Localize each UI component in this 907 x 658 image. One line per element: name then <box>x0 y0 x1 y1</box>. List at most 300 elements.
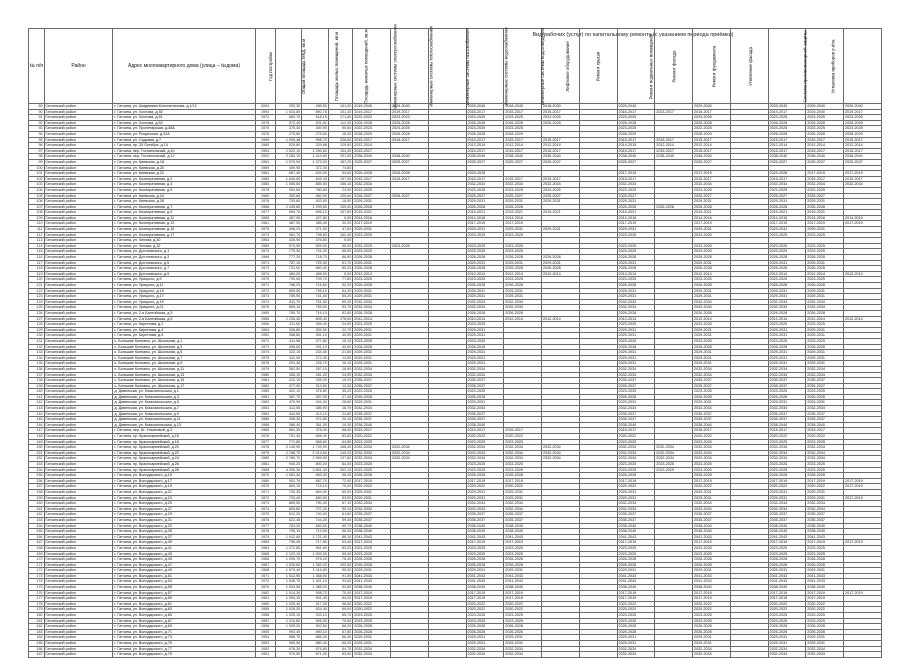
year-built-cell: 1981 <box>255 394 275 400</box>
basement-period-cell: 2016-2017 <box>617 109 655 115</box>
living-area-cell: 790,40 <box>302 501 329 507</box>
sewer-period-cell: 2012-2014 <box>504 143 542 149</box>
sewer-period-cell: 2035-2037 <box>504 517 542 523</box>
metering-period-cell: 2026-2028 <box>806 120 844 126</box>
address-cell: г. Гатчина, ул. Кооперативная, д.7 <box>113 204 255 210</box>
living-area-cell: 335,00 <box>302 378 329 384</box>
living-area-cell: 668,60 <box>302 439 329 445</box>
living-area-cell: 908,70 <box>302 590 329 596</box>
work-types-caption: Вид рабочих (услуг) по капитальному ремонту (с указанием периода приёмки) <box>532 32 734 38</box>
basement-period-cell: 2014-2015 <box>617 143 655 149</box>
row-number: 139 <box>29 383 45 389</box>
basement-period-cell: 2015-2017 <box>617 148 655 154</box>
basement-period-cell: 2032-2034 <box>617 299 655 305</box>
metering-period-cell: 2032-2034 <box>806 652 844 658</box>
metering-period-cell: 2015-2017 <box>806 137 844 143</box>
total-area-cell: 795,10 <box>275 529 302 535</box>
metering-period-cell: 2035-2037 <box>806 411 844 417</box>
fire-protection-period-cell: 2029-2031 <box>768 260 806 266</box>
sewer-period-cell: 2029-2031 <box>504 635 542 641</box>
row-number: 156 <box>29 478 45 484</box>
basement-period-cell: 2026-2028 <box>617 562 655 568</box>
water-period-cell: 2026-2028 <box>466 394 504 400</box>
address-cell: г. Гатчина, ул. Хохлова, д.52 <box>113 120 255 126</box>
heating-period-cell: 2032-2034 <box>391 450 429 456</box>
year-built-cell: 1961 <box>255 221 275 227</box>
metering-period-cell: 2038-2040 <box>806 422 844 428</box>
basement-period-cell: 2026-2028 <box>617 629 655 635</box>
capital-repair-table <box>28 23 882 658</box>
sewer-period-cell: 2023-2025 <box>504 277 542 283</box>
fire-protection-period-cell: 2038-2040 <box>768 422 806 428</box>
metering-period-cell: 2032-2034 <box>806 366 844 372</box>
basement-period-cell: 2020-2022 <box>617 601 655 607</box>
basement-period-cell: 2029-2031 <box>617 568 655 574</box>
metering-period-cell: 2032-2034 <box>806 445 844 451</box>
facade-period-cell: 2032-2034 <box>655 450 693 456</box>
nonliving-area-cell: 66,50 <box>328 249 352 255</box>
district-cell: Гатчинский район <box>44 176 113 182</box>
basement-period-cell: 2032-2034 <box>617 305 655 311</box>
electric-period-cell: 2029-2031 <box>353 635 391 641</box>
facade-period-cell: 2012-2014 <box>655 143 693 149</box>
basement-period-cell: 2023-2025 <box>617 545 655 551</box>
year-built-cell: 1954 <box>255 327 275 333</box>
row-number: 120 <box>29 277 45 283</box>
living-area-cell: 800,20 <box>302 462 329 468</box>
foundation-period-cell: 2012-2014 <box>693 143 731 149</box>
row-number: 135 <box>29 361 45 367</box>
basement-period-cell: 2012-2014 <box>617 271 655 277</box>
total-area-cell: 2 280,10 <box>275 154 302 160</box>
electric-period-cell: 2035-2037 <box>353 383 391 389</box>
electric-period-cell: 2035-2037 <box>353 411 391 417</box>
fire-protection-period-cell: 2032-2034 <box>768 406 806 412</box>
row-number: 186 <box>29 646 45 652</box>
district-cell: Гатчинский район <box>44 517 113 523</box>
sewer-period-cell: 2032-2034 <box>504 299 542 305</box>
foundation-period-cell: 2035-2037 <box>693 417 731 423</box>
address-cell: г. Гатчина, ул. Володарского, д.67 <box>113 618 255 624</box>
water-period-cell: 2023-2025 <box>466 462 504 468</box>
elevator-period-cell: 2038-2040 <box>542 154 580 160</box>
fire-protection-period-cell: 2038-2040 <box>768 529 806 535</box>
nonliving-area-cell: 68,50 <box>328 601 352 607</box>
fire-protection-period-cell: 2023-2025 <box>768 551 806 557</box>
total-area-cell: 358,80 <box>275 333 302 339</box>
year-built-cell: 1954 <box>255 635 275 641</box>
heating-period-cell: 2038-2040 <box>391 154 429 160</box>
column-header-label: Лифтовое оборудование <box>564 40 570 92</box>
living-area-cell: 378,40 <box>302 428 329 434</box>
district-cell: Гатчинский район <box>44 478 113 484</box>
district-cell: Гатчинский район <box>44 182 113 188</box>
foundation-period-cell: 2038-2040 <box>693 422 731 428</box>
sewer-period-cell: 2015-2017 <box>504 176 542 182</box>
fire-protection-period-cell: 2029-2031 <box>768 400 806 406</box>
address-cell: г. Гатчина, ул. Урицкого, д.11 <box>113 283 255 289</box>
heating-period-cell: 2023-2023 <box>391 115 429 121</box>
nonliving-area-cell: 67,80 <box>328 629 352 635</box>
basement-period-cell: 2029-2031 <box>617 333 655 339</box>
metering-period-cell: 2032-2034 <box>806 372 844 378</box>
year-built-cell: 1971 <box>255 260 275 266</box>
fire-protection-period-cell: 2023-2025 <box>768 243 806 249</box>
year-built-cell: 1965 <box>255 215 275 221</box>
district-cell: Гатчинский район <box>44 613 113 619</box>
year-built-cell: 1979 <box>255 366 275 372</box>
basement-period-cell: 2012-2014 <box>617 316 655 322</box>
fire-protection-period-cell: 2023-2025 <box>768 618 806 624</box>
row-number: 171 <box>29 562 45 568</box>
living-area-cell: 444,30 <box>302 400 329 406</box>
electric-period-cell: 2026-2028 <box>353 204 391 210</box>
address-cell: г. Гатчина, ул. Академика Константинова, д.1/12 <box>113 104 255 110</box>
electric-period-cell: 2017-2019 <box>353 596 391 602</box>
total-area-cell: 398,30 <box>275 417 302 423</box>
nonliving-area-cell: 27,40 <box>328 394 352 400</box>
heating-period-cell: 2015-2017 <box>391 137 429 143</box>
address-cell: г. Гатчина, ул. Володарского, д.57 <box>113 590 255 596</box>
nonliving-area-cell: 16,10 <box>328 361 352 367</box>
row-number: 125 <box>29 305 45 311</box>
column-header-13 <box>579 29 617 104</box>
address-cell: г. Гатчина, ул. Володарского, д.49 <box>113 568 255 574</box>
fire-protection-period-cell: 2026-2028 <box>768 255 806 261</box>
address-cell: г. Гатчина, ул. Достоевского, д.3 <box>113 255 255 261</box>
total-area-cell: 1 548,70 <box>275 579 302 585</box>
electric-period-cell: 2029-2031 <box>353 355 391 361</box>
column-header-1 <box>44 29 113 104</box>
foundation-period-cell: 2026-2028 <box>693 266 731 272</box>
address-cell: г. Гатчина, ул. Володарского, д.59 <box>113 596 255 602</box>
nonliving-area-cell: 24,80 <box>328 411 352 417</box>
year-built-cell: 1968 <box>255 255 275 261</box>
row-number: 187 <box>29 652 45 658</box>
metering-period-cell: 2023-2025 <box>806 322 844 328</box>
nonliving-area-cell: 16,30 <box>328 131 352 137</box>
sewer-period-cell: 2041-2043 <box>504 534 542 540</box>
column-header-6 <box>328 28 369 104</box>
electric-period-cell: 2029-2031 <box>353 489 391 495</box>
total-area-cell: 411,58 <box>275 338 302 344</box>
metering-period-cell: 2032-2034 <box>806 182 844 188</box>
metering-period-cell: 2023-2025 <box>806 126 844 132</box>
electric-period-cell: 2026-2027 <box>353 193 391 199</box>
year-built-cell: 1975 <box>255 355 275 361</box>
water-period-cell: 2032-2034 <box>466 182 504 188</box>
metering-period-cell: 2020-2022 <box>806 434 844 440</box>
sewer-period-cell: 2026-2028 <box>504 562 542 568</box>
living-area-cell: 386,90 <box>302 406 329 412</box>
metering-period-cell: 2035-2037 <box>806 378 844 384</box>
basement-period-cell: 2026-2028 <box>617 266 655 272</box>
water-period-cell: 2023-2025 <box>466 249 504 255</box>
elevator-period-cell: 2032-2034 <box>542 456 580 462</box>
nonliving-area-cell: 0,00 <box>328 238 352 244</box>
nonliving-area-cell: 88,10 <box>328 534 352 540</box>
water-period-cell: 2012-2014 <box>466 271 504 277</box>
district-cell: Гатчинский район <box>44 456 113 462</box>
living-area-cell: 660,40 <box>302 266 329 272</box>
sewer-period-cell: 2029-2031 <box>504 495 542 501</box>
nonliving-area-cell: 67,10 <box>328 501 352 507</box>
year-built-cell: 1951 <box>255 652 275 658</box>
living-area-cell: 281,10 <box>302 333 329 339</box>
year-built-cell: 1958 <box>255 613 275 619</box>
year-built-cell: 1966 <box>255 204 275 210</box>
living-area-cell: 880,40 <box>302 641 329 647</box>
sewer-period-cell: 2032-2034 <box>504 646 542 652</box>
basement-period-cell: 2026-2028 <box>617 394 655 400</box>
year-built-cell: 1970 <box>255 585 275 591</box>
electric-period-cell: 2023-2025 <box>353 467 391 473</box>
total-area-cell: 1 090,70 <box>275 557 302 563</box>
address-cell: г. Гатчина, ул. Киргетова, д.4 <box>113 327 255 333</box>
living-area-cell: 1 003,30 <box>302 551 329 557</box>
nonliving-area-cell: 139,40 <box>328 204 352 210</box>
electric-period-cell: 2017-2019 <box>353 590 391 596</box>
foundation-period-cell: 2032-2034 <box>693 456 731 462</box>
address-cell: г. Гатчина, ул. Володарского, д.69 <box>113 624 255 630</box>
column-header-11 <box>504 27 546 105</box>
foundation-period-cell: 2026-2028 <box>693 473 731 479</box>
row-number: 176 <box>29 590 45 596</box>
address-cell: г. Гатчина, ул. Володарского, д.33 <box>113 523 255 529</box>
elevator-period-cell: 2032-2034 <box>542 445 580 451</box>
water-period-cell: 2023-2025 <box>466 439 504 445</box>
living-area-cell: 725,30 <box>302 260 329 266</box>
foundation-period-cell: 2035-2037 <box>693 411 731 417</box>
document-sheet <box>28 23 882 657</box>
nonliving-area-cell: 58,40 <box>328 473 352 479</box>
total-area-cell: 409,90 <box>275 165 302 171</box>
basement-period-cell: 2032-2034 <box>617 445 655 451</box>
water-period-cell: 2026-2028 <box>466 344 504 350</box>
total-area-cell: 1 014,30 <box>275 590 302 596</box>
district-cell: Гатчинский район <box>44 210 113 216</box>
water-period-cell: 2023-2025 <box>466 551 504 557</box>
foundation-period-cell: 2029-2031 <box>693 227 731 233</box>
basement-period-cell: 2032-2034 <box>617 506 655 512</box>
year-built-cell: 1964 <box>255 545 275 551</box>
sewer-period-cell: 2020-2022 <box>504 434 542 440</box>
sewer-period-cell: 2026-2028 <box>504 629 542 635</box>
metering-period-cell: 2014-2016 <box>806 215 844 221</box>
total-area-cell: 859,70 <box>275 210 302 216</box>
row-number: 100 <box>29 165 45 171</box>
fire-protection-period-cell: 2032-2034 <box>768 182 806 188</box>
row-number: 113 <box>29 238 45 244</box>
living-area-cell: 741,40 <box>302 294 329 300</box>
fire-protection-period-cell: 2032-2034 <box>768 506 806 512</box>
basement-period-cell: 2041-2043 <box>617 579 655 585</box>
living-area-cell: 744,20 <box>302 517 329 523</box>
heating-period-cell: 2023-2025 <box>391 243 429 249</box>
basement-period-cell: 2029-2031 <box>617 260 655 266</box>
water-period-cell: 2035-2037 <box>466 517 504 523</box>
district-cell: Гатчинский район <box>44 590 113 596</box>
basement-period-cell: 2029-2031 <box>617 327 655 333</box>
fire-protection-period-cell: 2019-2021 <box>768 210 806 216</box>
living-area-cell: 755,00 <box>302 305 329 311</box>
extra-period-cell: 2012-2014 <box>844 143 882 149</box>
nonliving-area-cell: 101,00 <box>328 104 352 110</box>
total-area-cell: 1 000,10 <box>275 596 302 602</box>
basement-period-cell: 2015-2017 <box>617 137 655 143</box>
extra-period-cell: 2012-2014 <box>844 271 882 277</box>
sewer-period-cell: 2029-2031 <box>504 641 542 647</box>
year-built-cell: 1958 <box>255 467 275 473</box>
district-cell: Гатчинский район <box>44 484 113 490</box>
basement-period-cell: 2023-2025 <box>617 551 655 557</box>
district-cell: Гатчинский район <box>44 288 113 294</box>
year-built-cell: 1976 <box>255 434 275 440</box>
facade-period-cell: 2032-2034 <box>655 445 693 451</box>
foundation-period-cell: 2023-2025 <box>693 613 731 619</box>
metering-period-cell: 2029-2031 <box>806 641 844 647</box>
living-area-cell: 1 419,80 <box>302 154 329 160</box>
water-period-cell: 2029-2031 <box>466 288 504 294</box>
fire-protection-period-cell: 2017-2019 <box>768 590 806 596</box>
sewer-period-cell: 2026-2028 <box>504 557 542 563</box>
living-area-cell: 361,00 <box>302 422 329 428</box>
metering-period-cell: 2023-2025 <box>806 439 844 445</box>
district-cell: Гатчинский район <box>44 406 113 412</box>
metering-period-cell: 2041-2043 <box>806 573 844 579</box>
address-cell: г. Гатчина, ул. Киевская, д.24 <box>113 193 255 199</box>
total-area-cell: 763,20 <box>275 523 302 529</box>
row-number: 184 <box>29 635 45 641</box>
water-period-cell: 2026-2028 <box>466 266 504 272</box>
metering-period-cell: 2017-2019 <box>806 540 844 546</box>
basement-period-cell: 2017-2019 <box>617 171 655 177</box>
water-period-cell: 2026-2028 <box>466 204 504 210</box>
water-period-cell: 2041-2043 <box>466 534 504 540</box>
row-number: 151 <box>29 450 45 456</box>
electric-period-cell: 2019-2040 <box>353 104 391 110</box>
address-cell: г. Гатчина, ул. Володарского, д.39 <box>113 540 255 546</box>
basement-period-cell: 2026-2028 <box>617 310 655 316</box>
living-area-cell: 901,40 <box>302 596 329 602</box>
row-number: 90 <box>29 109 45 115</box>
year-built-cell: 1977 <box>255 523 275 529</box>
water-period-cell: 2032-2034 <box>466 450 504 456</box>
basement-period-cell: 2029-2031 <box>617 495 655 501</box>
foundation-period-cell: 2023-2025 <box>693 462 731 468</box>
electric-period-cell: 2019-2021 <box>353 210 391 216</box>
living-area-cell: 886,30 <box>302 635 329 641</box>
foundation-period-cell: 2012-2014 <box>693 316 731 322</box>
basement-period-cell: 2028-2029 <box>617 131 655 137</box>
foundation-period-cell: 2025-2027 <box>693 193 731 199</box>
row-number: 137 <box>29 372 45 378</box>
foundation-period-cell: 2029-2031 <box>693 294 731 300</box>
electric-period-cell: 2023-2025 <box>353 439 391 445</box>
water-period-cell: 2032-2034 <box>466 501 504 507</box>
foundation-period-cell: 2029-2031 <box>693 361 731 367</box>
district-cell: Гатчинский район <box>44 512 113 518</box>
extra-period-cell: 2023-2025 <box>844 126 882 132</box>
address-cell: г. Гатчина, ул. Урицкого, д.21 <box>113 305 255 311</box>
row-number: 145 <box>29 417 45 423</box>
address-cell: г. Гатчина, ул. Володарского, д.53 <box>113 579 255 585</box>
nonliving-area-cell: 0,00 <box>328 271 352 277</box>
living-area-cell: 713,90 <box>302 529 329 535</box>
foundation-period-cell: 2026-2028 <box>693 120 731 126</box>
water-period-cell: 2023-2025 <box>466 467 504 473</box>
row-number: 128 <box>29 322 45 328</box>
elevator-period-cell: 2023-2025 <box>542 115 580 121</box>
nonliving-area-cell: 40,50 <box>328 333 352 339</box>
address-cell: г. Гатчина, ул. Кооперативная, д.11 <box>113 215 255 221</box>
row-number: 118 <box>29 266 45 272</box>
electric-period-cell: 2023-2025 <box>353 187 391 193</box>
water-period-cell: 2029-2031 <box>466 333 504 339</box>
column-header-16 <box>693 29 731 104</box>
nonliving-area-cell: 197,50 <box>328 176 352 182</box>
electric-period-cell: 2017-2019 <box>353 540 391 546</box>
roof-period-cell <box>579 652 617 658</box>
address-cell: г. Гатчина, ул. Пролетарская, д.36А <box>113 126 255 132</box>
row-number: 127 <box>29 316 45 322</box>
nonliving-area-cell: 154,30 <box>328 148 352 154</box>
fire-protection-period-cell: 2029-2031 <box>768 333 806 339</box>
year-built-cell: 1981 <box>255 378 275 384</box>
column-header-label: Год постройки <box>267 51 273 81</box>
total-area-cell: 790,00 <box>275 277 302 283</box>
year-built-cell: 1973 <box>255 294 275 300</box>
year-built-cell: 1980 <box>255 456 275 462</box>
nonliving-area-cell: 65,20 <box>328 294 352 300</box>
total-area-cell: 777,20 <box>275 255 302 261</box>
row-number: 185 <box>29 641 45 647</box>
address-cell: г. Гатчина, ул. Володарского, д.55 <box>113 585 255 591</box>
basement-period-cell: 2017-2019 <box>617 221 655 227</box>
heating-period-cell: 2026-2028 <box>391 171 429 177</box>
year-built-cell: 1965 <box>255 551 275 557</box>
row-number: 157 <box>29 484 45 490</box>
district-cell: Гатчинский район <box>44 305 113 311</box>
basement-period-cell: 2023-2025 <box>617 249 655 255</box>
nonliving-area-cell: 83,20 <box>328 545 352 551</box>
electric-period-cell: 2015-2017 <box>353 148 391 154</box>
nonliving-area-cell: 72,90 <box>328 478 352 484</box>
sewer-period-cell: 2023-2025 <box>504 249 542 255</box>
water-period-cell: 2032-2034 <box>466 372 504 378</box>
total-area-cell: 520,80 <box>275 143 302 149</box>
total-area-cell: 992,80 <box>275 187 302 193</box>
electric-period-cell: 2020-2022 <box>353 484 391 490</box>
fire-protection-period-cell: 2020-2022 <box>768 484 806 490</box>
address-cell: д. Дивенская, ул. Комсомольская, д.13 <box>113 422 255 428</box>
foundation-period-cell: 2015-2017 <box>693 137 731 143</box>
sewer-period-cell: 2020-2022 <box>504 607 542 613</box>
water-period-cell: 2020-2022 <box>466 434 504 440</box>
address-cell: г. Гатчина, ул. Володарского, д.65 <box>113 613 255 619</box>
basement-period-cell: 2023-2025 <box>617 187 655 193</box>
metering-period-cell: 2026-2028 <box>806 204 844 210</box>
row-number: 158 <box>29 489 45 495</box>
nonliving-area-cell: 68,20 <box>328 624 352 630</box>
total-area-cell: 1 512,90 <box>275 573 302 579</box>
total-area-cell: 2 786,70 <box>275 450 302 456</box>
sewer-period-cell: 2023-2025 <box>504 467 542 473</box>
foundation-period-cell: 2029-2031 <box>693 400 731 406</box>
living-area-cell: 798,60 <box>302 232 329 238</box>
water-period-cell: 2035-2037 <box>466 417 504 423</box>
electric-period-cell: 2032-2034 <box>353 501 391 507</box>
